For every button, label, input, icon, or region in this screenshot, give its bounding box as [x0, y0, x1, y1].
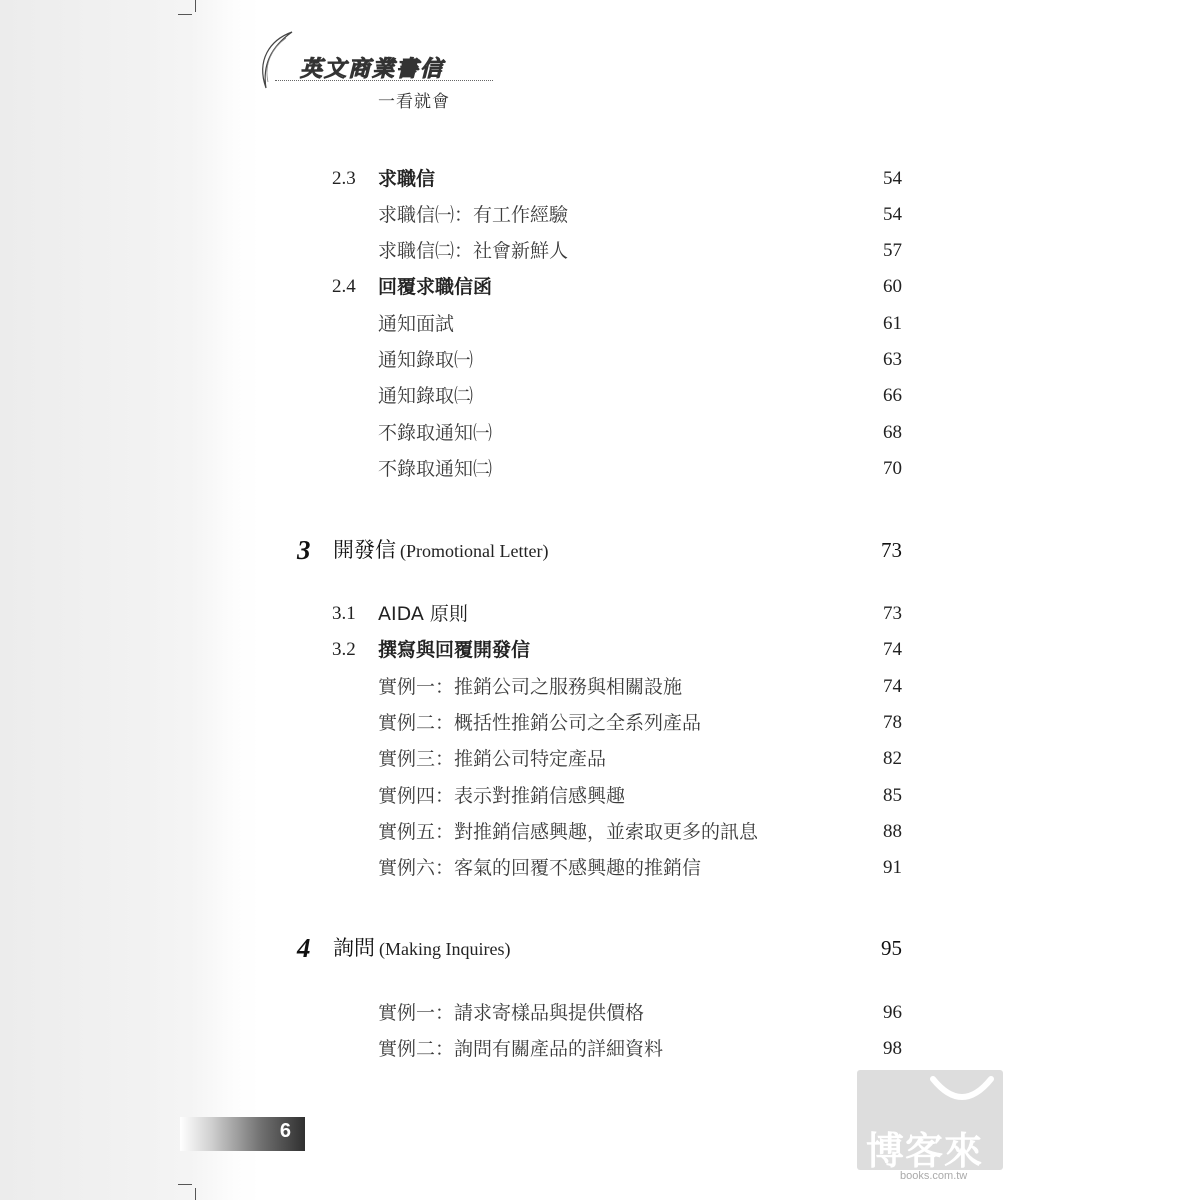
toc-row-3-2-e[interactable]: [0, 817, 1200, 847]
entry-title: 通知面試: [378, 313, 455, 335]
chapter-title-en: (Promotional Letter): [400, 541, 549, 561]
page-ref: 60: [883, 276, 902, 297]
chapter-number: 4: [297, 933, 311, 963]
toc-row-2-4-b[interactable]: [0, 345, 1200, 375]
watermark-smile-icon: [925, 1075, 999, 1109]
page-ref: 96: [883, 1002, 902, 1023]
watermark-url: books.com.tw: [900, 1170, 968, 1182]
crop-mark-bottom-h: [178, 1184, 192, 1185]
entry-title: 實例二：概括性推銷公司之全系列產品: [378, 712, 702, 734]
section-number: 2.4: [332, 276, 356, 297]
section-number: 3.2: [332, 639, 356, 660]
entry-title: 實例六：客氣的回覆不感興趣的推銷信: [378, 857, 702, 879]
toc-row-2-4-a[interactable]: [0, 309, 1200, 339]
toc-row-4-b[interactable]: [0, 1034, 1200, 1064]
section-title: 撰寫與回覆開發信: [378, 639, 531, 661]
entry-title: 實例五：對推銷信感興趣，並索取更多的訊息: [378, 821, 759, 843]
toc-row-3-2-d[interactable]: [0, 781, 1200, 811]
page-ref: 57: [883, 240, 902, 261]
toc-row-3-2-f[interactable]: [0, 853, 1200, 883]
chapter-title-zh: 開發信: [333, 538, 396, 562]
toc-row-3-2-a[interactable]: [0, 672, 1200, 702]
section-number: 2.3: [332, 168, 356, 189]
chapter-title: [333, 930, 510, 967]
toc-row-2-4[interactable]: [0, 272, 1200, 302]
chapter-page-ref: 95: [881, 936, 902, 960]
chapter-title: [333, 532, 548, 569]
header-swoosh-icon: [252, 30, 302, 92]
entry-title: 通知錄取㈡: [378, 385, 474, 407]
toc-chapter-4[interactable]: [0, 930, 1200, 966]
entry-title: 不錄取通知㈡: [378, 458, 493, 480]
entry-title: 通知錄取㈠: [378, 349, 474, 371]
entry-title: 不錄取通知㈠: [378, 422, 493, 444]
toc-row-2-4-c[interactable]: [0, 381, 1200, 411]
toc-row-3-2[interactable]: [0, 635, 1200, 665]
running-header-title: 英文商業書信: [300, 56, 445, 82]
crop-mark-top-v: [195, 0, 196, 12]
entry-title: 實例一：推銷公司之服務與相關設施: [378, 676, 683, 698]
page-ref: 73: [883, 603, 902, 624]
running-header-subtitle: 一看就會: [378, 92, 450, 112]
toc-row-3-1[interactable]: [0, 599, 1200, 629]
page-ref: 54: [883, 168, 902, 189]
chapter-title-en: (Making Inquires): [379, 939, 511, 959]
chapter-page-ref: 73: [881, 538, 902, 562]
page-number-tab: [180, 1117, 305, 1151]
entry-title: 求職信㈡：社會新鮮人: [378, 240, 569, 262]
page-ref: 78: [883, 712, 902, 733]
page-ref: 85: [883, 785, 902, 806]
entry-title: 實例二：詢問有關產品的詳細資料: [378, 1038, 664, 1060]
toc-row-2-4-e[interactable]: [0, 454, 1200, 484]
section-title: AIDA 原則: [378, 603, 468, 625]
toc-row-3-2-b[interactable]: [0, 708, 1200, 738]
chapter-title-zh: 詢問: [333, 936, 375, 960]
crop-mark-top-h: [178, 14, 192, 15]
toc-chapter-3[interactable]: [0, 532, 1200, 568]
toc-row-2-3-b[interactable]: [0, 236, 1200, 266]
entry-title: 實例四：表示對推銷信感興趣: [378, 785, 626, 807]
entry-title: 實例一：請求寄樣品與提供價格: [378, 1002, 645, 1024]
entry-title: 實例三：推銷公司特定產品: [378, 748, 607, 770]
toc-row-3-2-c[interactable]: [0, 744, 1200, 774]
page-ref: 68: [883, 422, 902, 443]
page-ref: 61: [883, 313, 902, 334]
section-title: 求職信: [378, 168, 436, 190]
toc-row-2-3-a[interactable]: [0, 200, 1200, 230]
toc-row-2-4-d[interactable]: [0, 418, 1200, 448]
page-ref: 63: [883, 349, 902, 370]
entry-title: 求職信㈠：有工作經驗: [378, 204, 569, 226]
page-ref: 88: [883, 821, 902, 842]
page-ref: 74: [883, 676, 902, 697]
page-ref: 66: [883, 385, 902, 406]
toc-row-4-a[interactable]: [0, 998, 1200, 1028]
page-ref: 70: [883, 458, 902, 479]
chapter-number: 3: [297, 535, 311, 565]
page-ref: 54: [883, 204, 902, 225]
toc-row-2-3[interactable]: [0, 164, 1200, 194]
section-number: 3.1: [332, 603, 356, 624]
crop-mark-bottom-v: [195, 1188, 196, 1200]
page-ref: 74: [883, 639, 902, 660]
header-rule: [275, 80, 493, 81]
section-title: 回覆求職信函: [378, 276, 493, 298]
page-ref: 82: [883, 748, 902, 769]
watermark-text: 博客來: [866, 1129, 984, 1173]
page-number: 6: [279, 1120, 291, 1142]
page-ref: 91: [883, 857, 902, 878]
page-ref: 98: [883, 1038, 902, 1059]
